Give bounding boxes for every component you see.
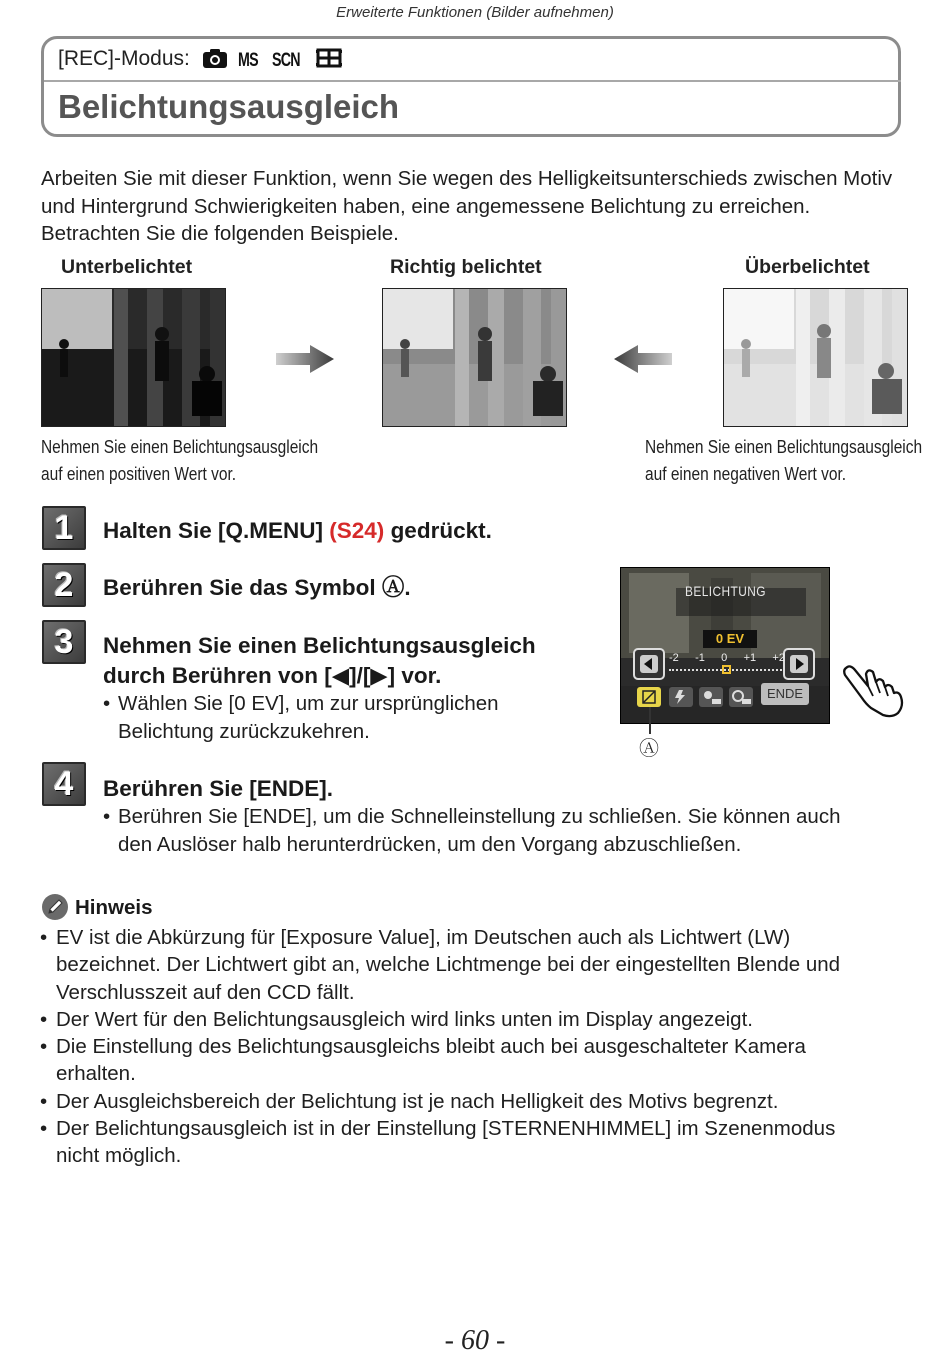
hint-item-1-line3: Verschlusszeit auf den CCD fällt. bbox=[56, 980, 355, 1004]
screen-increase-button[interactable] bbox=[783, 648, 815, 680]
running-header: Erweiterte Funktionen (Bilder aufnehmen) bbox=[336, 4, 614, 21]
step-3-text-line1: Nehmen Sie einen Belichtungsausgleich bbox=[103, 633, 536, 658]
screen-end-button[interactable]: ENDE bbox=[761, 683, 809, 705]
hint-item: • EV ist die Abkürzung für [Exposure Value], im Deutschen auch als Lichtwert (LW) bezeichnet. Der Lichtwert gibt an, welche Lichtmenge bei der eingestellten Blende und Verschlusszeit auf den CCD fällt. bbox=[40, 924, 910, 1006]
step-1-text bbox=[103, 516, 492, 546]
hint-item-5-line1: Der Belichtungsausgleich ist in der Einstellung [STERNENHIMMEL] im Szenenmodus bbox=[56, 1117, 836, 1141]
overexposed-caption-line2: auf einen negativen Wert vor. bbox=[645, 464, 847, 484]
step-3-bullet-line2: Belichtung zurückzukehren. bbox=[118, 719, 370, 743]
movie-mode-icon bbox=[316, 47, 342, 74]
step-4-bullet: • Berühren Sie [ENDE], um die Schnelleinstellung zu schließen. Sie können auch den Auslöser halb herunterdrücken, um den Vorgang abzuschließen. bbox=[103, 803, 903, 858]
touch-hand-icon bbox=[842, 660, 908, 723]
scale-plus-2: +2 bbox=[772, 652, 785, 664]
screen-ev-value: 0 EV bbox=[703, 630, 757, 648]
hint-item-2-line1: Der Wert für den Belichtungsausgleich wird links unten im Display angezeigt. bbox=[56, 1007, 753, 1031]
scn-mode-icon: SCN bbox=[272, 49, 300, 71]
macro-off-icon[interactable] bbox=[699, 687, 723, 707]
step-3-text-line2: durch Berühren von [◀]/[▶] vor. bbox=[103, 663, 442, 688]
underexposed-photo bbox=[41, 288, 226, 427]
hint-item-3-line2: erhalten. bbox=[56, 1062, 136, 1086]
hint-item-3-line1: Die Einstellung des Belichtungsausgleichs bleibt auch bei ausgeschalteter Kamera bbox=[56, 1035, 806, 1059]
step-1-number: 1 bbox=[42, 506, 86, 550]
step-2-text: Berühren Sie das Symbol Ⓐ. bbox=[103, 575, 411, 600]
flash-icon[interactable] bbox=[669, 687, 693, 707]
scale-zero: 0 bbox=[721, 652, 728, 664]
screen-decrease-button[interactable] bbox=[633, 648, 665, 680]
step-1-text-end: gedrückt. bbox=[384, 518, 492, 543]
camera-icon bbox=[202, 47, 228, 74]
hint-item: • Der Ausgleichsbereich der Belichtung ist je nach Helligkeit des Motivs begrenzt. bbox=[40, 1088, 910, 1115]
underexposed-caption-line1: Nehmen Sie einen Belichtungsausgleich bbox=[41, 437, 319, 457]
hint-item-5-line2: nicht möglich. bbox=[56, 1144, 182, 1168]
self-timer-off-icon[interactable] bbox=[729, 687, 753, 707]
ms-mode-icon: MS bbox=[238, 49, 258, 71]
intro-paragraph: Arbeiten Sie mit dieser Funktion, wenn Sie wegen des Helligkeitsunterschieds zwischen Motiv und Hintergrund Schwierigkeiten haben, eine angemessene Belichtung zu erreichen. Betrachten Sie die folgenden Beispiele. bbox=[41, 167, 893, 245]
right-arrow-icon bbox=[276, 345, 334, 378]
step-4-number: 4 bbox=[42, 762, 86, 806]
scale-minus-2: -2 bbox=[669, 652, 679, 664]
screen-title: BELICHTUNG bbox=[685, 583, 766, 599]
step-3-bullet: • Wählen Sie [0 EV], um zur ursprünglichen Belichtung zurückzukehren. bbox=[103, 690, 499, 745]
pencil-icon bbox=[41, 893, 69, 926]
step-3-text bbox=[103, 631, 536, 691]
scale-plus-1: +1 bbox=[743, 652, 757, 664]
screen-ev-scale bbox=[669, 652, 785, 664]
hint-title: Hinweis bbox=[75, 896, 153, 919]
hint-list bbox=[40, 924, 910, 1170]
step-4-bullet-line2: den Auslöser halb herunterdrücken, um den Vorgang abzuschließen. bbox=[118, 832, 742, 856]
overexposed-photo bbox=[723, 288, 908, 427]
step-2-number: 2 bbox=[42, 563, 86, 607]
overexposed-label: Überbelichtet bbox=[745, 256, 870, 278]
title-divider bbox=[44, 80, 901, 82]
scale-minus-1: -1 bbox=[695, 652, 705, 664]
step-1-page-reference[interactable]: (S24) bbox=[329, 518, 385, 543]
camera-lcd-screen bbox=[620, 567, 830, 724]
left-arrow-icon bbox=[614, 345, 672, 378]
step-4-bullet-line1: Berühren Sie [ENDE], um die Schnelleinstellung zu schließen. Sie können auch bbox=[118, 805, 841, 828]
overexposed-caption-line1: Nehmen Sie einen Belichtungsausgleich bbox=[645, 437, 923, 457]
mode-icons bbox=[202, 47, 342, 74]
hint-item-4-line1: Der Ausgleichsbereich der Belichtung ist je nach Helligkeit des Motivs begrenzt. bbox=[56, 1089, 779, 1113]
hint-item-1-line2: bezeichnet. Der Lichtwert gibt an, welche Lichtmenge bei der eingestellten Blende und bbox=[56, 953, 841, 977]
hint-item: • Die Einstellung des Belichtungsausgleichs bleibt auch bei ausgeschalteter Kamera erhalten. bbox=[40, 1033, 910, 1088]
hint-item: • Der Wert für den Belichtungsausgleich wird links unten im Display angezeigt. bbox=[40, 1006, 910, 1033]
underexposed-label: Unterbelichtet bbox=[61, 256, 193, 278]
step-3-bullet-line1: Wählen Sie [0 EV], um zur ursprünglichen bbox=[118, 692, 499, 715]
underexposed-caption-line2: auf einen positiven Wert vor. bbox=[41, 464, 237, 484]
correct-exposure-photo bbox=[382, 288, 567, 427]
step-4-text: Berühren Sie [ENDE]. bbox=[103, 776, 334, 801]
hint-item-1-line1: EV ist die Abkürzung für [Exposure Value], im Deutschen auch als Lichtwert (LW) bbox=[56, 926, 791, 949]
overexposed-caption bbox=[645, 434, 922, 488]
underexposed-caption bbox=[41, 434, 318, 488]
callout-a-label: Ⓐ bbox=[639, 738, 659, 760]
step-3-number: 3 bbox=[42, 620, 86, 664]
hint-item: • Der Belichtungsausgleich ist in der Einstellung [STERNENHIMMEL] im Szenenmodus nicht möglich. bbox=[40, 1115, 910, 1170]
rec-mode-label: [REC]-Modus: bbox=[58, 47, 190, 70]
exposure-comp-icon[interactable] bbox=[637, 687, 661, 707]
step-1-text-main: Halten Sie [Q.MENU] bbox=[103, 518, 330, 543]
screen-ev-marker bbox=[722, 665, 731, 674]
correct-exposure-label: Richtig belichtet bbox=[390, 256, 542, 278]
page-number: - 60 - bbox=[444, 1325, 506, 1356]
callout-line bbox=[649, 707, 651, 734]
page-title: Belichtungsausgleich bbox=[58, 88, 400, 125]
